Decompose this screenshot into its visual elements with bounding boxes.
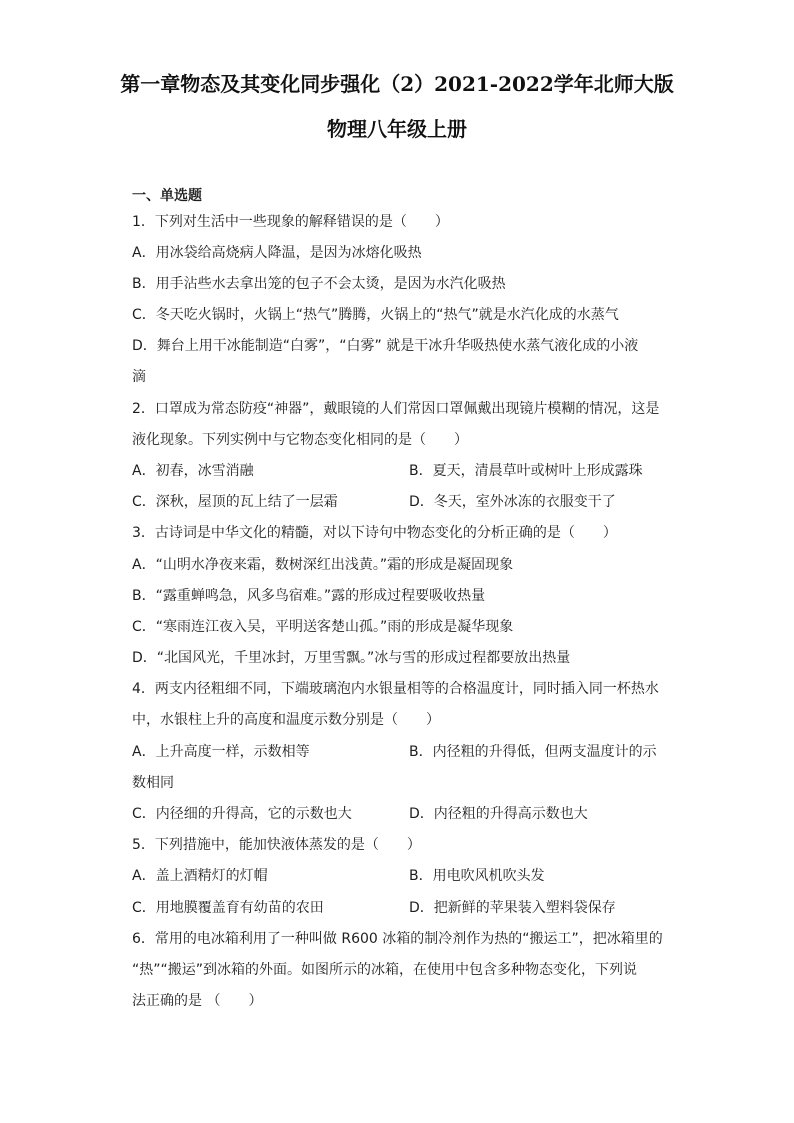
q1-option-d-line-1: D．舞台上用干冰能制造“白雾”，“白雾” 就是干冰升华吸热使水蒸气液化成的小液 xyxy=(132,338,639,354)
q4-option-b-line-2: 数相同 xyxy=(132,775,174,791)
q2-stem-line-1: 2．口罩成为常态防疫“神器”，戴眼镜的人们常因口罩佩戴出现镜片模糊的情况，这是 xyxy=(132,401,660,417)
q4-option-d: D．内径粗的升得高示数也大 xyxy=(409,806,588,822)
q1-option-a: A．用冰袋给高烧病人降温，是因为冰熔化吸热 xyxy=(132,245,422,261)
q4-stem-line-1: 4．两支内径粗细不同，下端玻璃泡内水银量相等的合格温度计，同时插入同一杯热水 xyxy=(132,681,659,697)
q1-option-d-line-2: 滴 xyxy=(132,369,146,385)
q2-option-b: B．夏天，清晨草叶或树叶上形成露珠 xyxy=(409,463,643,479)
q5-option-c: C．用地膜覆盖育有幼苗的农田 xyxy=(132,900,324,916)
q4-option-a: A．上升高度一样，示数相等 xyxy=(132,744,310,760)
q2-option-d: D．冬天，室外冰冻的衣服变干了 xyxy=(409,494,616,510)
q1-option-b: B．用手沾些水去拿出笼的包子不会太烫，是因为水汽化吸热 xyxy=(132,276,506,292)
q3-option-c: C．“寒雨连江夜入吴，平明送客楚山孤。”雨的形成是凝华现象 xyxy=(132,619,514,635)
q3-option-a: A．“山明水净夜来霜，数树深红出浅黄。”霜的形成是凝固现象 xyxy=(132,557,514,573)
q1-stem: 1．下列对生活中一些现象的解释错误的是（ ） xyxy=(132,214,449,230)
q5-option-d: D．把新鲜的苹果装入塑料袋保存 xyxy=(409,900,616,916)
q5-option-b: B．用电吹风机吹头发 xyxy=(409,868,545,884)
q4-option-b-line-1: B．内径粗的升得低，但两支温度计的示 xyxy=(409,744,657,760)
q4-stem-line-2: 中，水银柱上升的高度和温度示数分别是（ ） xyxy=(132,712,440,728)
q4-option-c: C．内径细的升得高，它的示数也大 xyxy=(132,806,352,822)
q2-stem-line-2: 液化现象。下列实例中与它物态变化相同的是（ ） xyxy=(132,432,468,448)
q6-stem-line-2: “热”“搬运”到冰箱的外面。如图所示的冰箱，在使用中包含多种物态变化，下列说 xyxy=(132,962,638,978)
q3-stem: 3．古诗词是中华文化的精髓，对以下诗句中物态变化的分析正确的是（ ） xyxy=(132,525,617,541)
document-title-line-1: 第一章物态及其变化同步强化（2）2021-2022学年北师大版 xyxy=(120,72,674,96)
q3-option-b: B．“露重蝉鸣急，风多鸟宿难。”露的形成过程要吸收热量 xyxy=(132,588,486,604)
q1-option-c: C．冬天吃火锅时，火锅上“热气”腾腾，火锅上的“热气”就是水汽化成的水蒸气 xyxy=(132,307,619,323)
q3-option-d: D．“北国风光，千里冰封，万里雪飘。”冰与雪的形成过程都要放出热量 xyxy=(132,650,571,666)
section-heading: 一、单选题 xyxy=(132,188,202,204)
document-title-line-2: 物理八年级上册 xyxy=(327,117,467,141)
q2-option-a: A．初春，冰雪消融 xyxy=(132,463,254,479)
q6-stem-line-3: 法正确的是 （ ） xyxy=(132,993,263,1009)
q5-stem: 5．下列措施中，能加快液体蒸发的是（ ） xyxy=(132,837,421,853)
q5-option-a: A．盖上酒精灯的灯帽 xyxy=(132,868,268,884)
q2-option-c: C．深秋，屋顶的瓦上结了一层霜 xyxy=(132,494,338,510)
q6-stem-line-1: 6．常用的电冰箱利用了一种叫做 R600 冰箱的制冷剂作为热的“搬运工”，把冰箱里的 xyxy=(132,931,663,947)
